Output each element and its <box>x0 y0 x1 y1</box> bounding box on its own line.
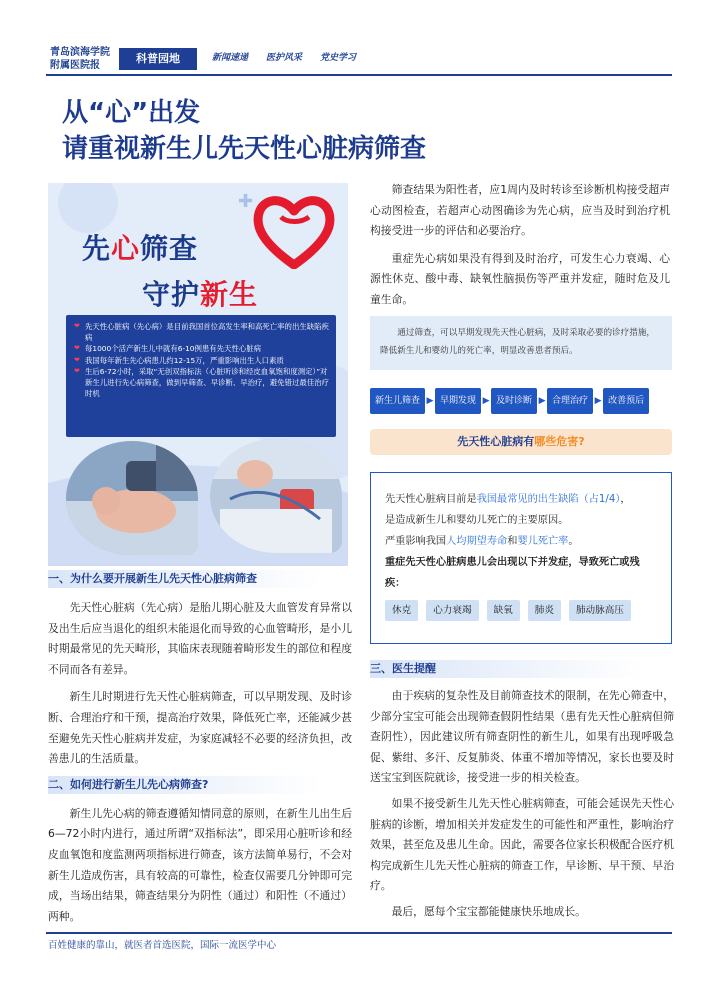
paragraph: 新生儿先心病的筛查遵循知情同意的原则，在新生儿出生后6—72小时内进行，通过所谓“双指标法”，即采用心脏听诊和经皮血氧饱和度监测两项指标进行筛查，该方法简单易行，不会对新生儿造成伤害，具有较高的可靠性，检查仅需要几分钟即可完成，当场出结果，筛查结果分为阴性（通过）和阳性（不通过）两种。 <box>48 806 352 923</box>
danger-heading-b: 哪些危害? <box>534 435 585 448</box>
paragraph: 最后，愿每个宝宝都能健康快乐地成长。 <box>391 904 586 918</box>
poster-title2 <box>142 273 258 313</box>
danger-line-1 <box>385 489 659 510</box>
heart-icon <box>253 193 335 269</box>
poster-fact: ❤ 生后6-72小时，采取“无创双指标法（心脏听诊和经皮血氧饱和度测定）”对新生儿进行先心病筛查，做到早筛查、早诊断、早治疗，避免错过最佳治疗时机 <box>74 366 330 400</box>
section-heading-3: 三、医生提醒 <box>370 660 674 678</box>
section-heading-2: 二、如何进行新生儿先心病筛查? <box>48 776 352 794</box>
poster-title1-b: 心 <box>111 232 141 265</box>
complication-tag: 肺动脉高压 <box>569 600 631 621</box>
danger-line-4: 重症先天性心脏病患儿会出现以下并发症，导致死亡或残疾： <box>385 557 640 589</box>
poster-facts-box <box>66 315 336 437</box>
poster-title2-b: 新生 <box>200 278 259 311</box>
flow-step: 新生儿筛查 <box>370 388 425 414</box>
paragraph: 先天性心脏病（先心病）是胎儿期心脏及大血管发育异常以及出生后应当退化的组织未能退化而导致的心血管畸形，是小儿时期最常见的先天畸形，其临床表现随着畸形发生的部位和程度不同而各有差异。 <box>48 601 352 676</box>
title-line2: 请重视新生儿先天性心脏病筛查 <box>62 134 427 164</box>
paragraph: 由于疾病的复杂性及目前筛查技术的限制，在先心筛查中，少部分宝宝可能会出现筛查假阴性结果（患有先天性心脏病但筛查阴性），因此建议所有筛查阴性的新生儿，如果有出现呼吸急促、紫绀、多汗、反复肺炎、体重不增加等情况，家长也要及时送宝宝到医院就诊，接受进一步的相关检查。 <box>370 689 674 785</box>
baby-photo-1 <box>66 441 198 555</box>
nav-item-staff: 医护风采 <box>266 53 303 63</box>
arrow-right-icon: ▶ <box>594 396 602 406</box>
complication-tag: 肺炎 <box>528 600 561 621</box>
paragraph: 如果不接受新生儿先天性心脏病筛查，可能会延误先天性心脏病的诊断，增加相关并发症发生的可能性和严重性，影响治疗效果，甚至危及患儿生命。因此，需要各位家长积极配合医疗机构完成新生儿先天性心脏病的筛查工作，早诊断、早干预、早治疗。 <box>370 796 674 893</box>
complication-tag: 休克 <box>385 600 418 621</box>
poster-fact: ❤ 我国每年新生先心病患儿约12-15万，严重影响出生人口素质 <box>74 355 330 366</box>
right-column-bottom <box>370 660 674 923</box>
poster-fact: ❤ 每1000个活产新生儿中就有6-10例患有先天性心脏病 <box>74 343 330 354</box>
right-column-top <box>370 180 670 311</box>
flow-step: 早期发现 <box>435 388 481 414</box>
text: 。 <box>568 536 579 547</box>
complication-tag: 心力衰竭 <box>426 600 478 621</box>
footer-slogan: 百姓健康的靠山，就医者首选医院，国际一流医学中心 <box>48 940 277 951</box>
danger-heading <box>370 429 672 455</box>
paragraph: 筛查结果为阳性者，应1周内及时转诊至诊断机构接受超声心动图检查，若超声心动图确诊为先心病，应当及时到治疗机构接受进一步的评估和必要治疗。 <box>370 183 670 238</box>
page-header <box>0 0 720 86</box>
callout-box <box>370 316 672 370</box>
text: 和 <box>507 536 518 547</box>
section-heading-1: 一、为什么要开展新生儿先天性心脏病筛查 <box>48 570 352 588</box>
complication-tag: 缺氧 <box>487 600 520 621</box>
danger-heading-a: 先天性心脏病有 <box>457 435 535 448</box>
poster-title1 <box>82 227 198 267</box>
left-column <box>48 568 352 927</box>
flow-step: 合理治疗 <box>547 388 593 414</box>
arrow-right-icon: ▶ <box>426 396 434 406</box>
text: 严重影响我国 <box>385 536 447 547</box>
poster-title2-a: 守护 <box>142 278 201 311</box>
article-title <box>62 95 426 167</box>
masthead-line1: 青岛滨海学院 <box>50 47 110 58</box>
danger-line-3 <box>385 531 659 552</box>
baby-photo-2 <box>210 439 342 553</box>
danger-line-2: 是造成新生儿和婴幼儿死亡的主要原因。 <box>385 515 569 526</box>
section-tab: 科普园地 <box>119 48 197 70</box>
poster-fact: ❤ 先天性心脏病（先心病）是目前我国首位高发生率和高死亡率的出生缺陷疾病 <box>74 321 330 343</box>
highlight-text: 我国最常见的出生缺陷（占1/4） <box>476 494 621 505</box>
text: 先天性心脏病目前是 <box>385 494 477 505</box>
screening-flow <box>370 388 672 414</box>
poster-title1-a: 先 <box>82 232 112 265</box>
text: ， <box>620 494 631 505</box>
arrow-right-icon: ▶ <box>538 396 546 406</box>
flow-step: 改善预后 <box>603 388 649 414</box>
header-divider <box>46 74 672 76</box>
title-line1: 从“心”出发 <box>62 98 201 128</box>
paragraph: 重症先心病如果没有得到及时治疗，可发生心力衰竭、心源性休克、酸中毒、缺氧性脑损伤等严重并发症，随时危及儿童生命。 <box>370 251 670 306</box>
masthead-line2: 附属医院报 <box>50 60 100 71</box>
paragraph: 新生儿时期进行先天性心脏病筛查，可以早期发现、及时诊断、合理治疗和干预，提高治疗效果，降低死亡率，还能减少甚至避免先天性心脏病并发症，为家庭减轻不必要的经济负担，改善患儿的生活质量。 <box>48 690 352 766</box>
flow-step: 及时诊断 <box>491 388 537 414</box>
danger-box <box>370 472 672 644</box>
highlight-text: 婴儿死亡率 <box>517 536 569 547</box>
highlight-text: 人均期望寿命 <box>446 536 508 547</box>
footer-divider <box>46 932 672 934</box>
nav-item-news: 新闻速递 <box>212 53 249 63</box>
nav-item-party: 党史学习 <box>320 53 357 63</box>
plus-icon: ✚ <box>238 191 254 212</box>
masthead-logo <box>50 46 120 72</box>
callout-text: 通过筛查，可以早期发现先天性心脏病，及时采取必要的诊疗措施，降低新生儿和婴幼儿的死亡率，明显改善患者预后。 <box>380 328 656 356</box>
complication-tags <box>385 600 659 621</box>
arrow-right-icon: ▶ <box>482 396 490 406</box>
poster-image <box>48 183 348 566</box>
header-nav <box>212 50 356 63</box>
poster-title1-c: 筛查 <box>140 232 199 265</box>
